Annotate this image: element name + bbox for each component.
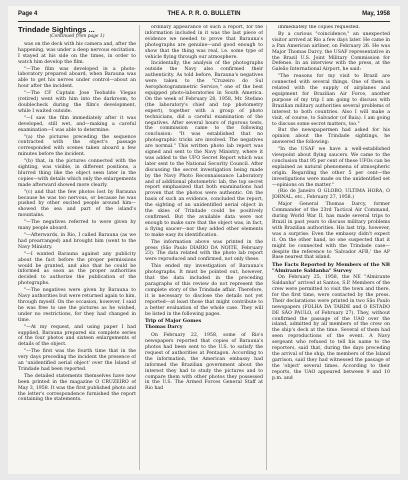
- column-divider: [139, 25, 140, 470]
- bulletin-page: [8, 6, 400, 474]
- article-2-body: [145, 25, 263, 317]
- paragraph: "(c) and that the few photos lost by Barauna because he was too nervous, or because he was pushed by other excited people around him—showed the sea and part of the island's mountains.: [18, 189, 136, 219]
- paragraph: "—The negatives referred to were given by many people aboard.: [18, 220, 136, 232]
- paragraph: was on the deck with his camera and, after the happening, was under a deep nervous excitation. I stayed at his side on the times, in order to watch him develop the film.: [18, 41, 136, 65]
- header-rule: [18, 21, 390, 22]
- paragraph: "—The CF Captain Jose Teobaldo Viegas (retired) went with him into the darkroom, to doublecheck during the film's development, while I waited outside.: [18, 91, 136, 114]
- paragraph: "The reasons for my visit to Brazil are connected with several things. One of them is related with the supply of airplanes and equipment for Brazilian Air Force, another purpose of my trip I am going to discuss with Brazilian military authorities several problems of interest to both countries. Also I will make a visit, of course, to Salvador (of Baia). I am going to discuss some secret matters, too.": [272, 74, 390, 127]
- column-divider: [266, 25, 267, 470]
- paragraph: "—Afterwards, in Rio, I called Barauna (as we had prearranged) and brought him (went to the Navy Ministry.: [18, 233, 136, 250]
- paragraph: "—The film was developed in a photo-laboratory prepared aboard, when Barauna was able to get his nerves under control—about an hour after the incident.: [18, 66, 136, 90]
- paragraph: On February 25, 1958, the NE "Almirante Saldanha" arrived at Santos, S.P. Members of the crew were permitted to visit the town and there, for the first time, were contacted by the press. Their declarations were printed in two São Paulo newspapers (FOLHA DA TARDE and O ESTADO DE SÃO PAULO, of February 27). They, without confirmed the passage of the UAO over the island, admitted by all members of the crew on the ship's deck at the time. Several of them had seen reproductions of the event. A Navy sergeant who refused to tell his name to the reporters, said that, during the days preceding the arrival of the ship, the members of the Island garrison, said they had witnessed the passage of the 'object' several times. According to their reports, the UAO appeared between 9 and 10 p.m. and: [272, 275, 390, 381]
- paragraph: The information above was printed in the press (São Paulo DIARIO DA NOITE, February 23). The data related with the photo lab report were reproduced and confirmed, not only these.: [145, 239, 263, 263]
- paragraph: Incidentally, the analysis of the photographs outside the Navy also confirmed their authenticity. As told before, Barauna's negatives were taken to the "Cruzeiro do Sul Aerophotogrammetric Service," one of the best equipped photo-laboratories in South America. On the week of February 28, 1958, Mr. Stefano (the laboratory's chief and top photometry expert), together with a group of photo technicians, did a careful examination of the negatives. After several hours of rigorous tests, the commission came to the following conclusion: "It was established that no photographic tricks are involved. The negatives are normal." This written photo lab report was signed and sent to the Navy Ministry, where it was added to the UFO Secret Report which was later sent to the National Security Council. After discussing the secret investigation being made by the Navy Photo Reconnaissance Laboratory and of additional photometric lab, the top secret report emphasized that both examinations had proven that the photos were authentic. On the basis of such an evidence, concluded the report, the sighting of an unidentified aerial object in the skies of Trindade could be positively confirmed. But the available data were not enough to make sure that the object was, in fact, a flying saucer—nor they added other elements to make easy its identification.: [145, 61, 263, 238]
- paragraph: The detailed statements themselves have now been printed in the magazine O CRUZEIRO of May 3, 1958. It was the first published photo and the letter's correspondence furnished the report containing the statements.: [18, 373, 136, 403]
- paragraph: "—I wanted Barauna against any publicity about the fact before the proper permissions would be granted, and also that he could be informed as soon as the proper authorities decided to authorize the publication of the photographs.: [18, 251, 136, 287]
- column-1: [18, 25, 136, 404]
- byline: Thomas Darcy: [145, 325, 183, 331]
- column-3: [272, 25, 390, 382]
- paragraph: "—I saw the film immediately after it was developed, still wet, and—making a careful examination—I was able to determine:: [18, 115, 136, 133]
- subsection-body: [272, 275, 390, 381]
- paragraph: ordinary appearance of such a report, for the information included in it was the last piece of evidence we needed to prove that Barauna's photographs are genuine—and good enough to show that the thing was real, i.e. some type of vehicle flying through our atmosphere.: [145, 25, 263, 60]
- section-heading: Trip of Major Gomes: [145, 318, 202, 325]
- paragraph: (Rio de Janeiro O GLOBO, ULTIMA HORA, O JORNAL, etc., February 27, 1958.): [272, 189, 390, 201]
- paragraph: "—At my request, and using paper I had supplied, Barauna prepared six complete series of the four photos and sixteen enlargements of details of the object.: [18, 324, 136, 348]
- paragraph: Major General Thomas Darcy, former Commander of the 23rd Tactical Air Command, during World War II, has made several trips to Brazil in past years to discuss military problems with Brazilian authorities. His last trip, however, was a surprise. Even the embassy didn't expect it. On the other hand, no one suspected that it might be connected with the Trindade case—despite the reference to 'Salvador AFB,' the AP Base nearest that island.: [272, 202, 390, 261]
- trip-body: [145, 333, 263, 392]
- paragraph: On February 22, 1958, some of Rio's newspapers reported that copies of Barauna's photos had been sent to the U.S. to satisfy the request of authorities at Pentagon. According to the information, the American embassy had informed the Brazilian government about the interest they had to study the pictures and to compare them with other photos they possessed in the U.S. The Armed Forces General Staff at Rio had: [145, 333, 263, 392]
- paragraph: By a curious "coincidence," an unexpected visitor arrived at Rio a few days later. He came in a Pan American airliner, on February 26. He was Major Thomas Darcy, the USAF representative in the Brazil U.S. Joint Military Commission for Defense. In an interview with the press, at the Galeão International Airport, he said:: [272, 31, 390, 73]
- publication-title: THE A. P. R. O. BULLETIN: [167, 11, 241, 17]
- section-heading: The Facts Reported by Members of the NB "Almirante Saldanha" Survey: [272, 262, 390, 275]
- article-3-body: [272, 25, 390, 261]
- page-number: Page 4: [18, 11, 38, 17]
- continued-note: (Continued from page 1): [49, 34, 105, 39]
- paragraph: "—The negatives were given by Barauna to Navy authorities but were returned again to him, through myself. On the occasion, however, I said he was free to use the pictures as he wished, under no restrictions, for they had changed in time.: [18, 288, 136, 323]
- paragraph: "(b) that, in the pictures connected with the sighting, was visible, in different positions, a blurred thing like the object seen later in the copies—with details which only the enlargements made afterward showed more clearly.: [18, 159, 136, 188]
- paragraph: "—The first was the fourth time that in the very days preceding the incident the presence of an 'unidentified aerial object' over the Island of Trindade had been reported.: [18, 349, 136, 372]
- article-1-body: [18, 42, 136, 403]
- paragraph: This ended my investigation of Barauna's photographs. It must be pointed out, however, that the data included in the preceding paragraphs of this review do not represent the complete story of the Trindade affair. Therefore, it is necessary to disclose the details not yet reported—at least those that might contribute to a better evaluation of the whole case. They will be listed in the following pages.: [145, 264, 263, 317]
- paragraph: "(a) the pictures preceding the sequence contracted with the object's passage corresponded with scenes taken aboard a few minutes before the incident.: [18, 134, 136, 158]
- column-2: [145, 25, 263, 393]
- paragraph: "In the USAF we have a well-established viewpoint about flying saucers. We came to the conclusion that 95 per cent of these UFOs can be explained as natural phenomena of atmospheric origin. Regarding the other 5 per cent—the investigations were made on the unidentified set—opinions on the matter.": [272, 147, 390, 188]
- issue-date: May, 1958: [362, 11, 390, 17]
- paragraph: immediately the copies requested.: [278, 25, 360, 30]
- article-title: Trindade Sightings ...: [18, 25, 95, 34]
- paragraph: But the newspapermen had asked for his opinion about the Trindade sightings, he answered the following:: [272, 128, 390, 146]
